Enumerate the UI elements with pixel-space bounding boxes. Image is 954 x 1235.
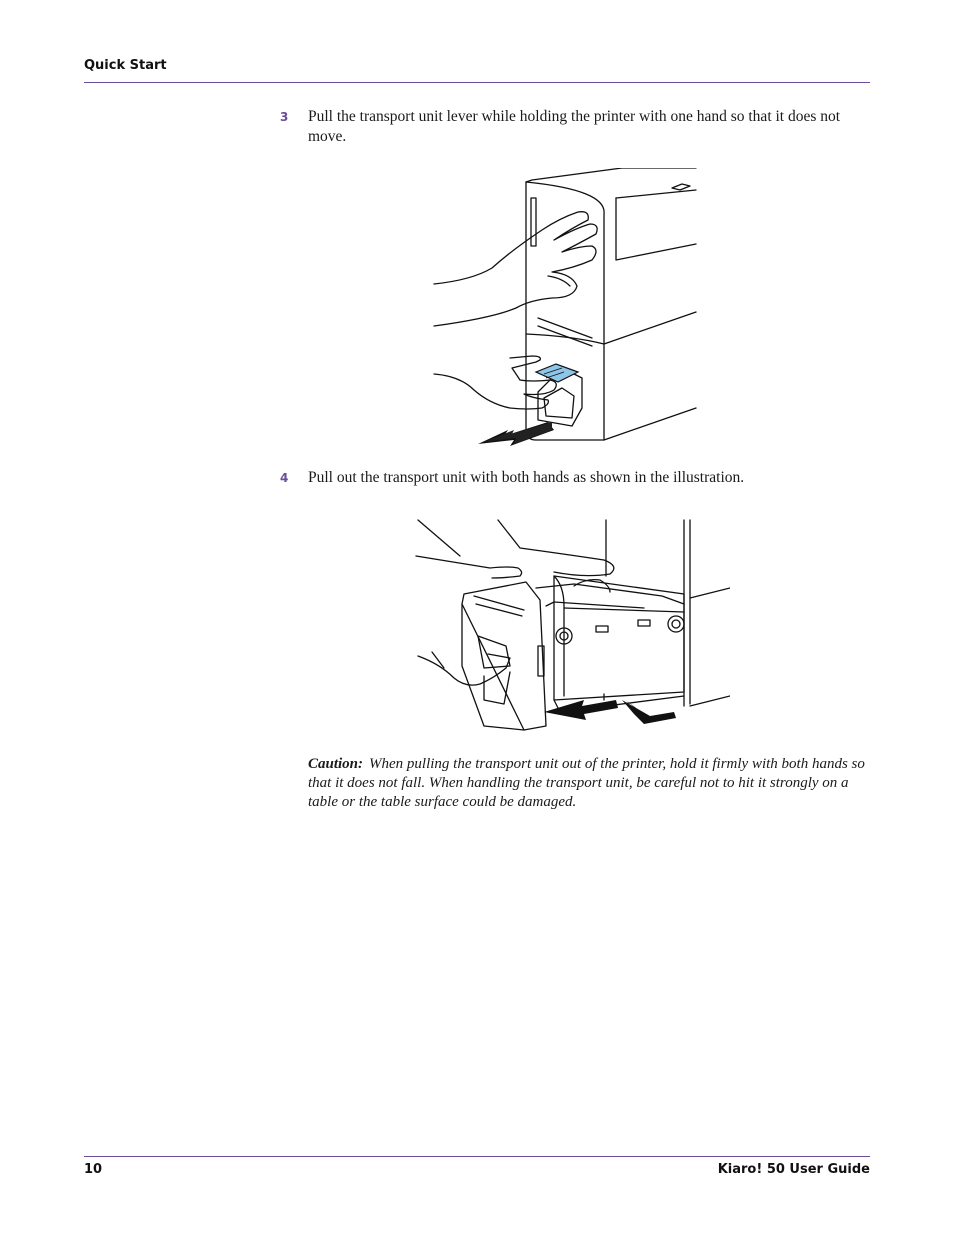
pull-lever-illustration (432, 168, 698, 450)
caution-label: Caution: (308, 756, 364, 772)
step-number: 3 (280, 110, 289, 124)
step-number: 4 (280, 471, 289, 485)
page-header-title: Quick Start (84, 58, 167, 73)
step-text: Pull the transport unit lever while holding the printer with one hand so that it does not move. (308, 108, 841, 145)
guide-title: Kiaro! 50 User Guide (717, 1162, 870, 1177)
pull-out-transport-unit-illustration (414, 516, 730, 736)
header-divider (84, 82, 870, 83)
step-text: Pull out the transport unit with both hands as shown in the illustration. (308, 469, 745, 486)
caution-note (308, 755, 868, 812)
footer-divider (84, 1156, 870, 1157)
caution-text: When pulling the transport unit out of the printer, hold it firmly with both hands so that it does not fall. When handling the transport unit, be careful not to hit it strongly on a table or the table surface could be damaged. (308, 756, 865, 810)
page-number: 10 (84, 1162, 103, 1177)
